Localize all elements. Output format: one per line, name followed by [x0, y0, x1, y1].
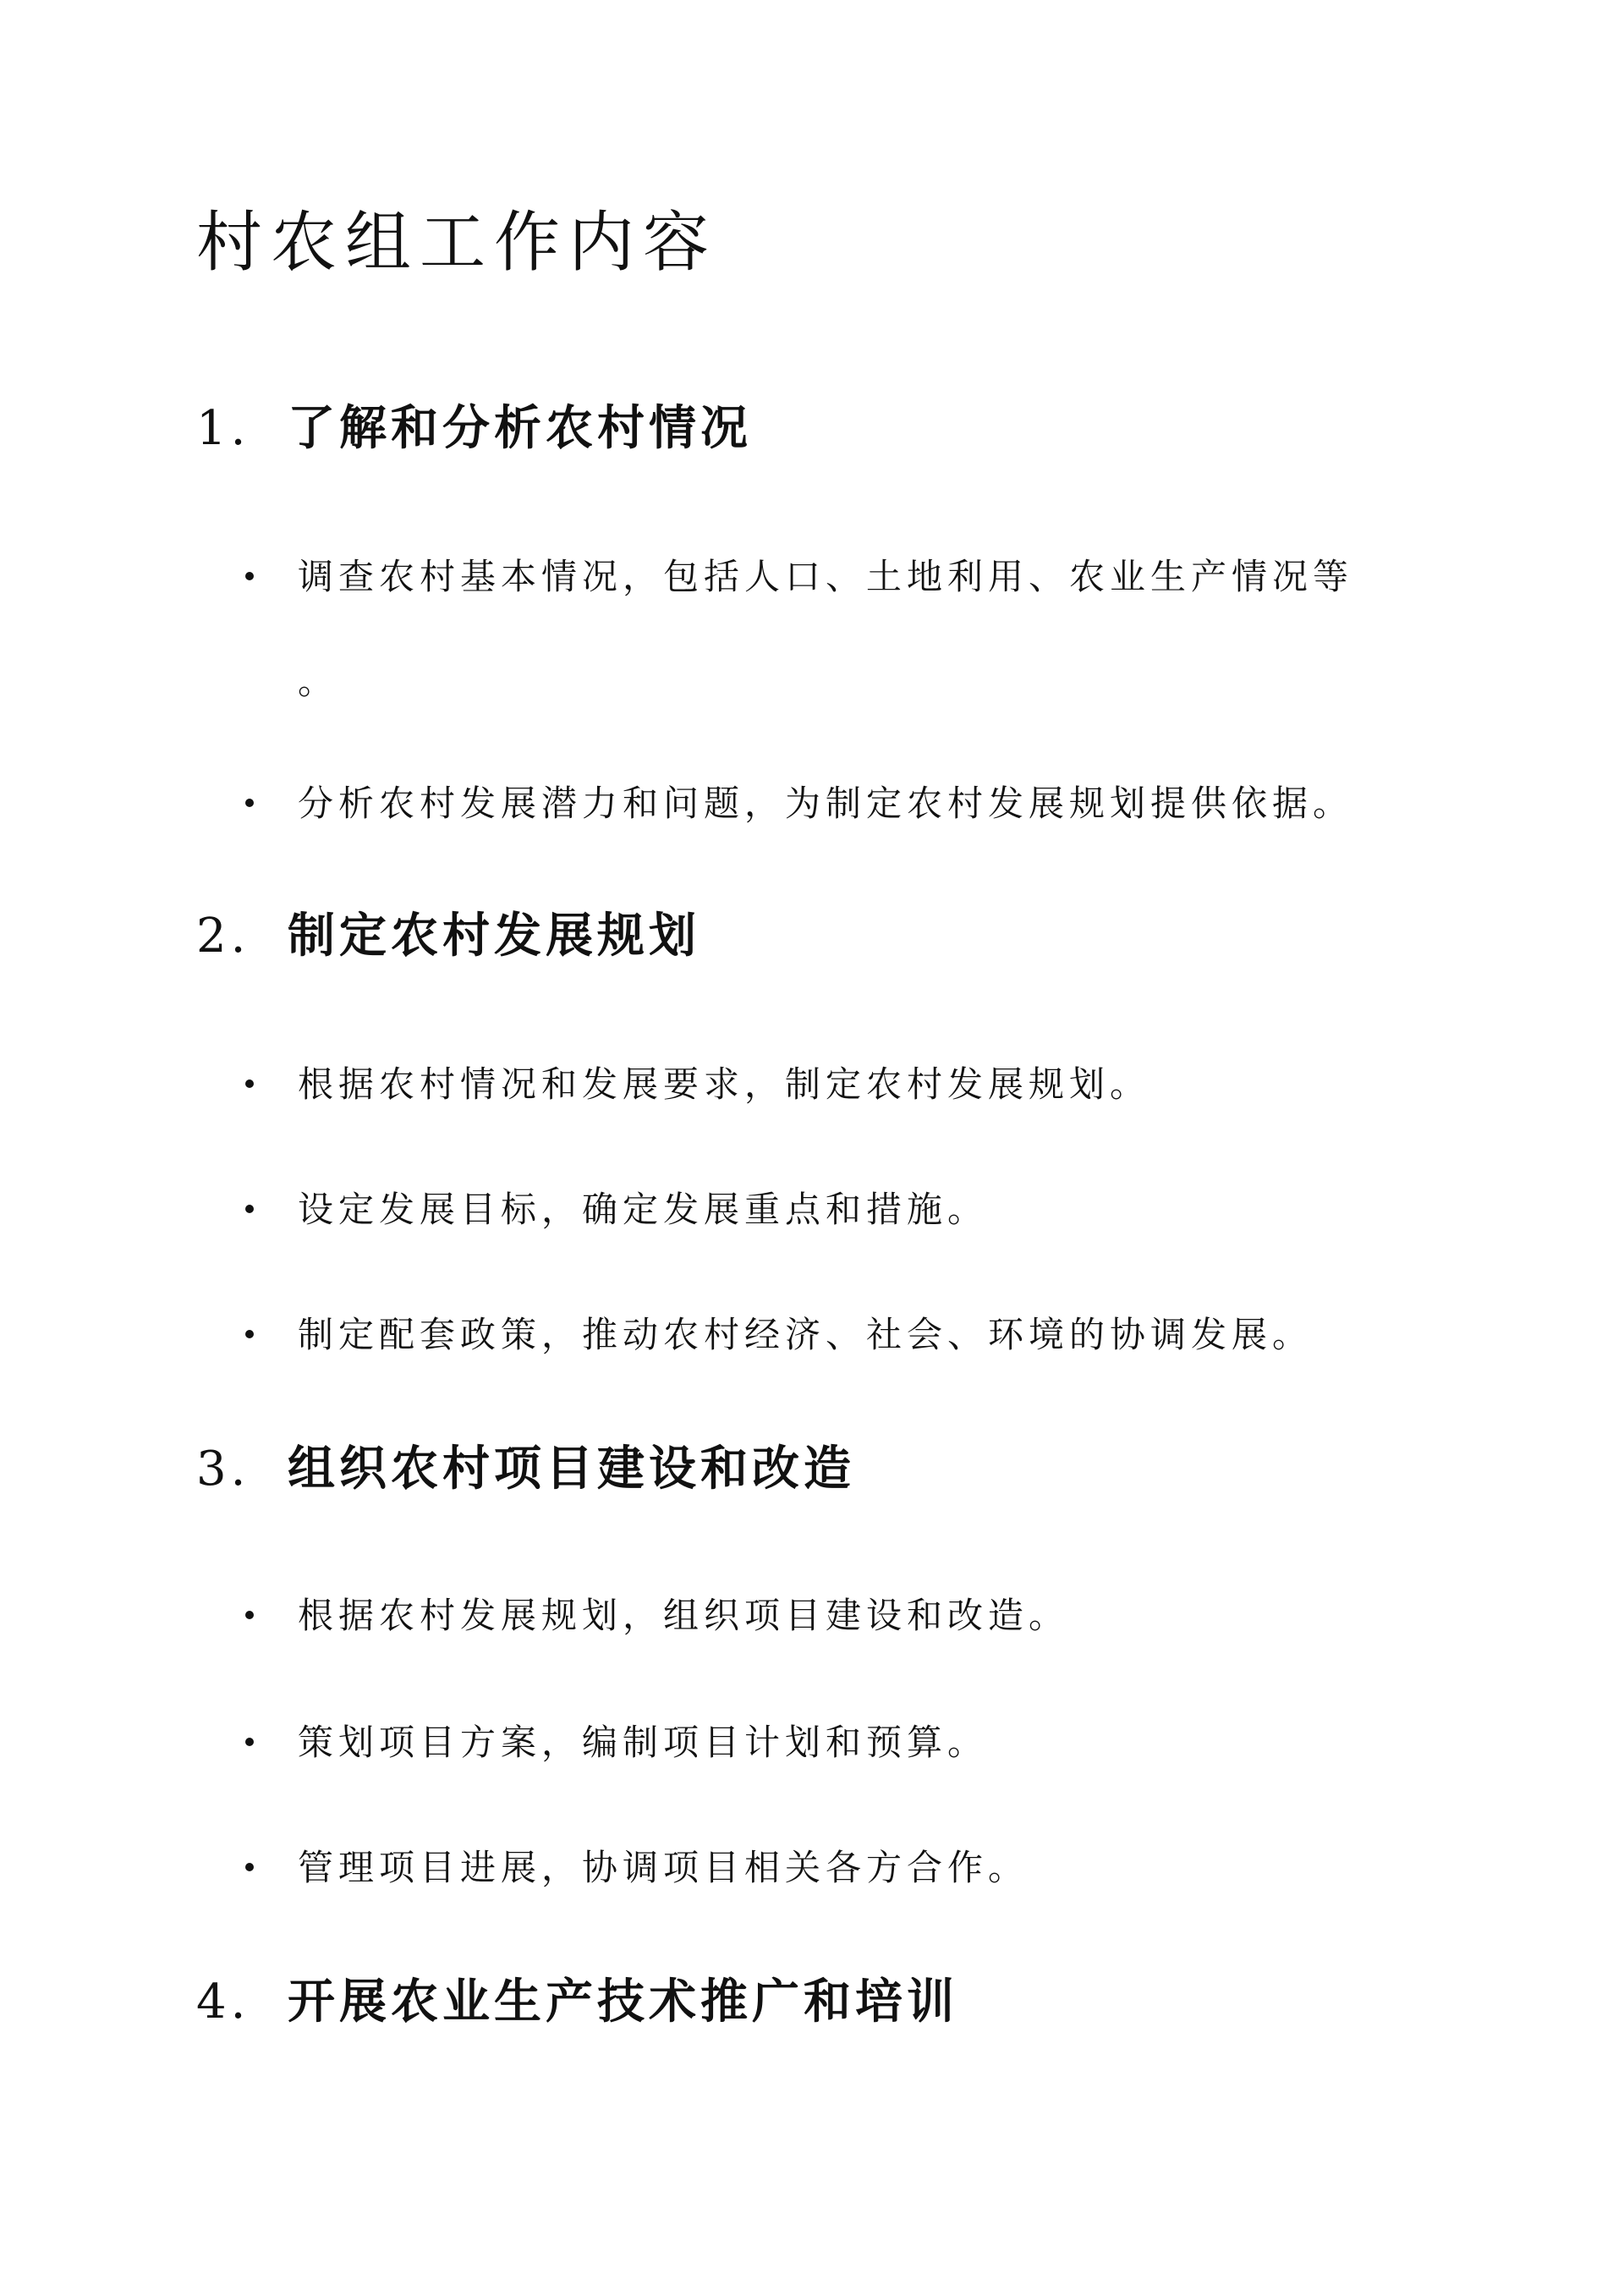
section-title: 制定农村发展规划	[288, 908, 700, 964]
list-item-text: 设定发展目标，确定发展重点和措施。	[298, 1189, 989, 1230]
list-item-text: 分析农村发展潜力和问题，为制定农村发展规划提供依据。	[298, 783, 1354, 824]
section-number: 1.	[196, 401, 250, 456]
bullet-dot	[245, 799, 254, 807]
section-number: 3.	[196, 1442, 250, 1497]
bullet-dot	[245, 1738, 254, 1746]
section-title: 开展农业生产技术推广和培训	[288, 1974, 958, 2030]
list-item-text: 根据农村发展规划，组织项目建设和改造。	[298, 1595, 1070, 1636]
section-number: 2.	[196, 909, 250, 964]
section-title: 组织农村项目建设和改造	[288, 1441, 855, 1497]
section-title: 了解和分析农村情况	[288, 400, 752, 456]
list-item-text: 调查农村基本情况，包括人口、土地利用、农业生产情况等	[298, 556, 1354, 597]
section-heading-1	[196, 394, 752, 463]
bullet-dot	[245, 1079, 254, 1088]
bullet-dot	[245, 1863, 254, 1871]
list-item-text: 管理项目进展，协调项目相关各方合作。	[298, 1847, 1029, 1888]
section-heading-4	[196, 1968, 958, 2036]
bullet-dot	[245, 572, 254, 580]
bullet-dot	[245, 1611, 254, 1619]
list-item-text: 制定配套政策，推动农村经济、社会、环境的协调发展。	[298, 1314, 1314, 1355]
bullet-dot	[245, 1330, 254, 1338]
list-item-text: 策划项目方案，编制项目计划和预算。	[298, 1722, 989, 1763]
section-heading-3	[196, 1435, 855, 1503]
document-title: 村农组工作内容	[196, 205, 718, 281]
list-item-text-continuation: 。	[298, 661, 339, 702]
section-heading-2	[196, 902, 700, 970]
bullet-dot	[245, 1205, 254, 1213]
section-number: 4.	[196, 1975, 250, 2030]
list-item-text: 根据农村情况和发展要求，制定农村发展规划。	[298, 1063, 1151, 1105]
